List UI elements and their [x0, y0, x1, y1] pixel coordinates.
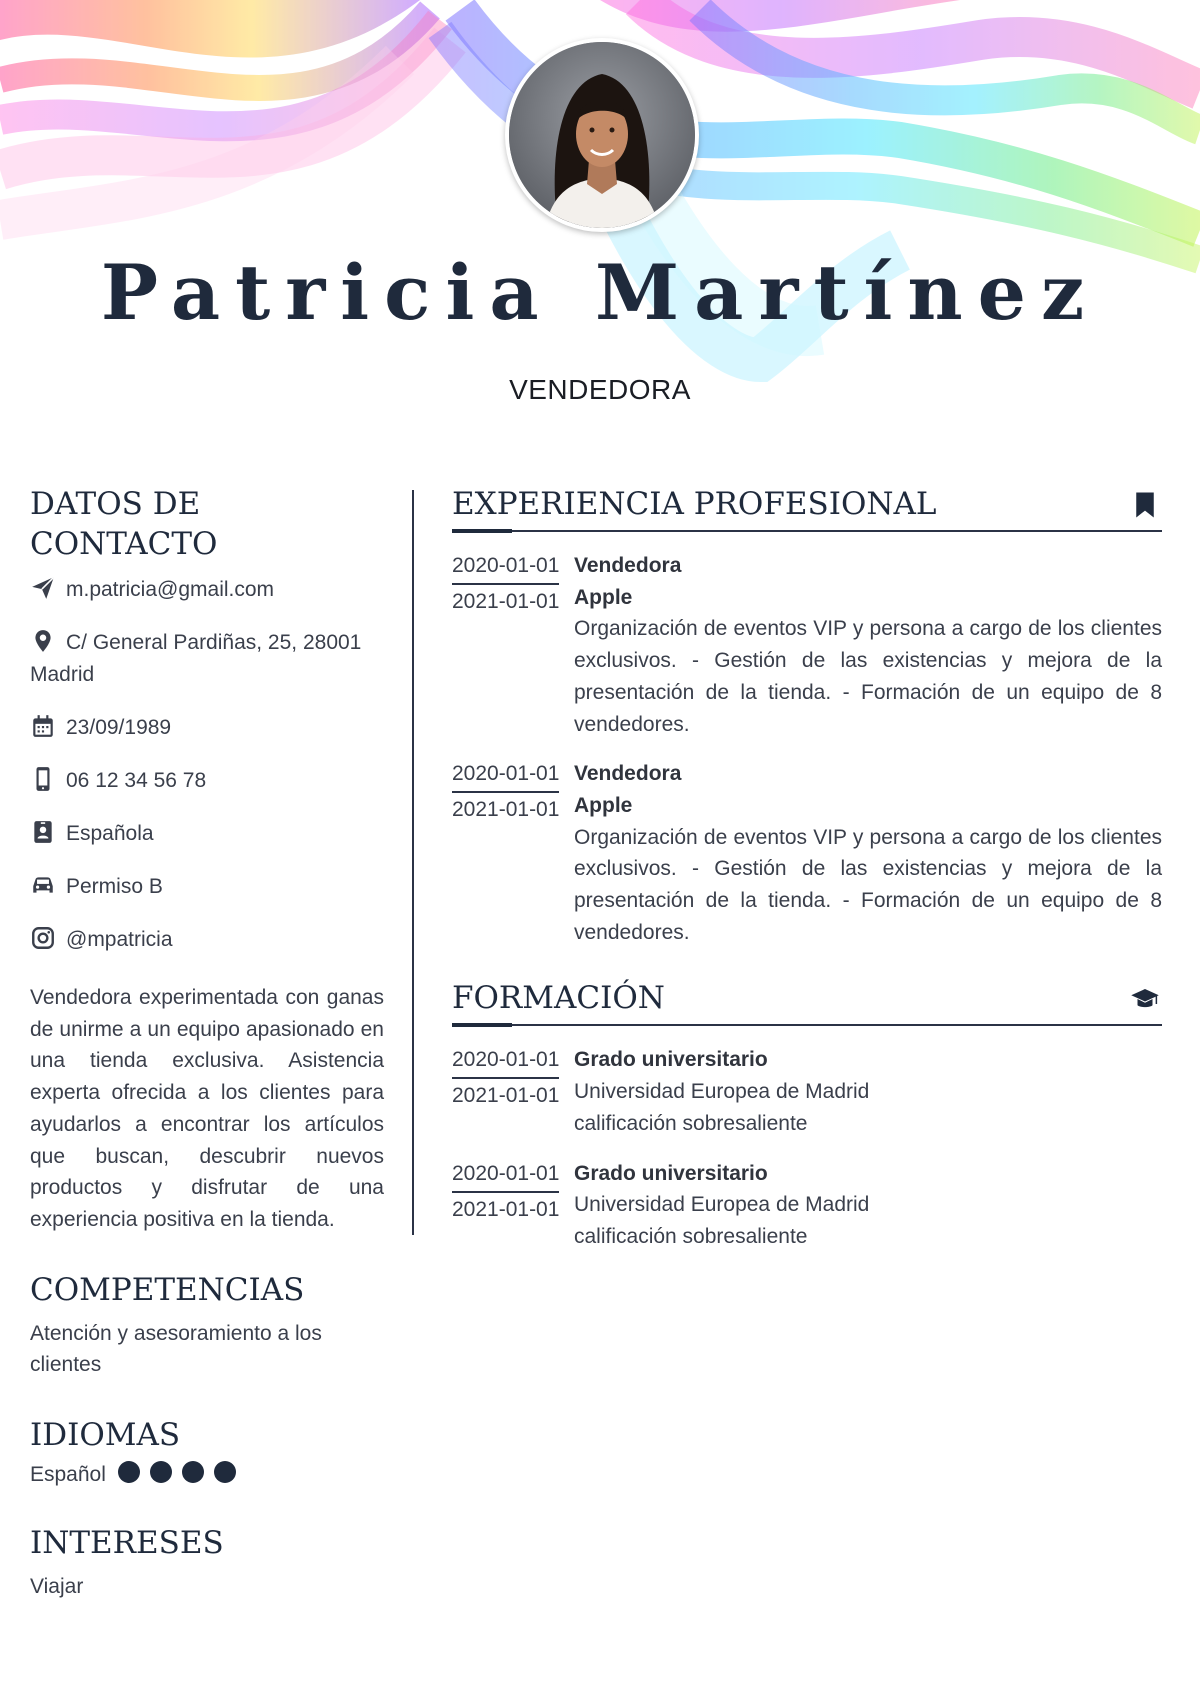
language-name: Español	[30, 1463, 106, 1487]
language-level	[106, 1461, 236, 1489]
entry-description: Organización de eventos VIP y persona a cargo de los clientes exclusivos. - Gestión de las existencias y mejora de la presentación de la tienda. - Formación de un equipo de 8 vendedores.	[574, 617, 1162, 736]
end-date: 2021-01-01	[452, 798, 560, 822]
education-entry	[452, 1044, 1162, 1139]
entry-company: Apple	[574, 793, 633, 817]
entry-degree: Grado universitario	[574, 1161, 768, 1185]
entry-dates	[452, 758, 560, 948]
experience-header	[452, 484, 1162, 532]
car-icon	[30, 872, 56, 898]
job-title: VENDEDORA	[509, 374, 691, 405]
interests-title: INTERESES	[30, 1525, 224, 1562]
entry-details	[574, 1158, 1162, 1253]
contact-license: Permiso B	[30, 871, 384, 903]
entry-details	[574, 550, 1162, 740]
start-date: 2020-01-01	[452, 550, 559, 585]
left-column	[30, 484, 384, 1603]
entry-position: Vendedora	[574, 554, 682, 577]
map-pin-icon	[30, 628, 56, 654]
contact-phone[interactable]: 06 12 34 56 78	[30, 765, 384, 797]
contact-list	[30, 574, 384, 956]
languages-title: IDIOMAS	[30, 1417, 181, 1454]
bookmark-icon	[1130, 490, 1160, 520]
id-badge-icon	[30, 819, 56, 845]
experience-title: EXPERIENCIA PROFESIONAL	[452, 486, 937, 522]
end-date: 2021-01-01	[452, 590, 560, 613]
interest-item: Viajar	[30, 1575, 84, 1599]
entry-school: Universidad Europea de Madrid	[574, 1193, 870, 1217]
section-accent-bar	[452, 529, 512, 533]
entry-dates	[452, 1158, 560, 1253]
profile-summary: Vendedora experimentada con ganas de unirme a un equipo apasionado en una tienda exclusiva. Asistencia experta ofrecida a los clientes para ayudarlos a encontrar los artículos que buscan, descubrir nuevos productos y disfrutar de una experiencia positiva en la tienda.	[30, 986, 384, 1231]
profile-photo	[505, 38, 699, 232]
level-dot	[118, 1461, 140, 1483]
entry-grade: calificación sobresaliente	[574, 1224, 808, 1248]
end-date: 2021-01-01	[452, 1197, 560, 1221]
end-date: 2021-01-01	[452, 1084, 560, 1108]
experience-entry	[452, 758, 1162, 948]
right-column	[452, 484, 1162, 1253]
entry-description: Organización de eventos VIP y persona a cargo de los clientes exclusivos. - Gestión de las existencias y mejora de la presentación de la tienda. - Formación de un equipo de 8 vendedores.	[574, 825, 1162, 944]
column-divider	[412, 490, 414, 1235]
entry-details	[574, 758, 1162, 948]
level-dot	[182, 1461, 204, 1483]
start-date: 2020-01-01	[452, 1044, 559, 1079]
contact-email[interactable]: m.patricia@gmail.com	[30, 574, 384, 606]
experience-entry	[452, 550, 1162, 740]
entry-grade: calificación sobresaliente	[574, 1111, 808, 1135]
education-title: FORMACIÓN	[452, 980, 665, 1017]
section-accent-bar	[452, 1023, 512, 1027]
phone-icon	[30, 766, 56, 792]
entry-school: Universidad Europea de Madrid	[574, 1080, 870, 1104]
level-dot	[150, 1461, 172, 1483]
start-date: 2020-01-01	[452, 758, 559, 793]
language-item	[30, 1461, 384, 1489]
instagram-icon	[30, 925, 56, 951]
calendar-icon	[30, 713, 56, 739]
contact-address: C/ General Pardiñas, 25, 28001 Madrid	[30, 627, 384, 691]
entry-company: Apple	[574, 585, 633, 609]
education-entry	[452, 1158, 1162, 1253]
skill-item: Atención y asesoramiento a los clientes	[30, 1321, 322, 1377]
contact-instagram[interactable]: @mpatricia	[30, 924, 384, 956]
graduation-cap-icon	[1130, 984, 1160, 1014]
entry-details	[574, 1044, 1162, 1139]
level-dot	[214, 1461, 236, 1483]
skills-title: COMPETENCIAS	[30, 1271, 305, 1308]
education-header	[452, 978, 1162, 1026]
contact-birthdate: 23/09/1989	[30, 712, 384, 744]
start-date: 2020-01-01	[452, 1158, 559, 1193]
contact-title: DATOS DE CONTACTO	[30, 486, 218, 562]
entry-dates	[452, 1044, 560, 1139]
entry-degree: Grado universitario	[574, 1048, 768, 1072]
contact-nationality: Española	[30, 818, 384, 850]
paper-plane-icon	[30, 575, 56, 601]
candidate-name: Patricia Martínez	[100, 248, 1100, 337]
entry-dates	[452, 550, 560, 740]
entry-position: Vendedora	[574, 762, 682, 786]
